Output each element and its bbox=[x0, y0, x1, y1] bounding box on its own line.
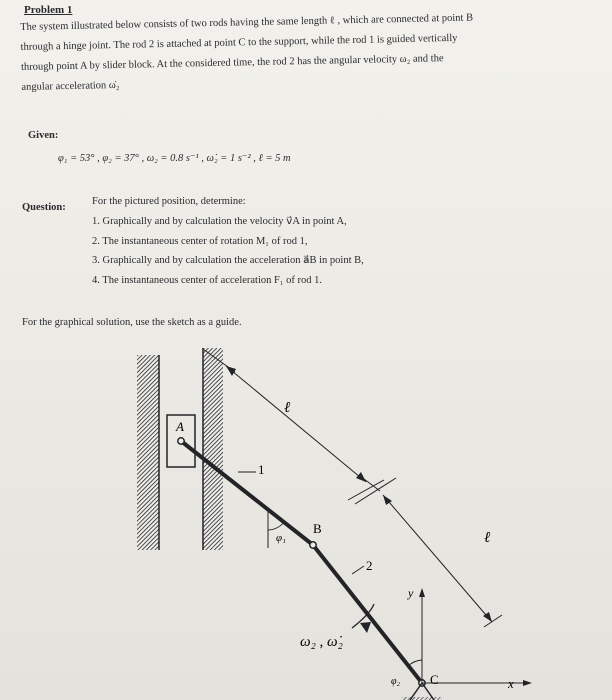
label-phi2: φ₂ bbox=[391, 676, 401, 687]
dim-line-1 bbox=[226, 366, 366, 482]
hinge-B bbox=[310, 542, 316, 548]
question-4: 4. The instantaneous center of acceleration F₁ of rod 1. bbox=[92, 274, 323, 286]
label-omega: ω₂ , ω̇₂ bbox=[300, 634, 343, 650]
label-phi1: φ₁ bbox=[276, 532, 286, 544]
dim-line-2 bbox=[383, 495, 492, 622]
label-y-axis: y bbox=[408, 586, 414, 600]
dim-arrow-1-start bbox=[226, 366, 236, 376]
label-rod-1: 1 bbox=[258, 462, 265, 477]
y-axis-arrow bbox=[419, 588, 425, 597]
question-2: 2. The instantaneous center of rotation M₁ of rod 1, bbox=[92, 235, 308, 247]
intro-line-2: through a hinge joint. The rod 2 is attached at point C to the support, while the rod 1 is guided vertically bbox=[20, 32, 458, 53]
intro-line-4: angular acceleration ω̇₂ bbox=[21, 79, 120, 93]
rod-1 bbox=[181, 441, 313, 545]
intro-line-3: through point A by slider block. At the considered time, the rod 2 has the angular velocity ω₂ and the bbox=[20, 53, 444, 73]
question-intro: For the pictured position, determine: bbox=[92, 196, 246, 207]
omega-arrowhead bbox=[360, 622, 371, 633]
question-1: 1. Graphically and by calculation the velocity v⃗A in point A, bbox=[92, 216, 347, 227]
question-label: Question: bbox=[22, 202, 66, 213]
label-A: A bbox=[176, 419, 184, 434]
label-length-top: ℓ bbox=[284, 400, 291, 416]
intro-line-1: The system illustrated below consists of two rods having the same length ℓ , which are connected at point B bbox=[20, 12, 474, 33]
x-axis-arrow bbox=[523, 680, 532, 686]
label-B: B bbox=[313, 521, 322, 536]
label-C: C bbox=[430, 672, 439, 687]
left-guide-wall bbox=[137, 355, 159, 550]
label-length-right: ℓ bbox=[484, 530, 491, 546]
problem-title: Problem 1 bbox=[24, 4, 73, 16]
hinge-A bbox=[178, 438, 184, 444]
label-x-axis: x bbox=[508, 676, 514, 691]
rod-2-leader bbox=[352, 566, 364, 574]
guide-note: For the graphical solution, use the sketch as a guide. bbox=[22, 317, 242, 328]
question-3: 3. Graphically and by calculation the acceleration a⃗B in point B, bbox=[92, 255, 364, 266]
given-values: φ₁ = 53° , φ₂ = 37° , ω₂ = 0.8 s⁻¹ , ω̇₂ = 1 s⁻² , ℓ = 5 m bbox=[58, 153, 291, 164]
right-guide-wall bbox=[203, 348, 223, 550]
label-rod-2: 2 bbox=[366, 558, 373, 573]
dim-arrow-1-end bbox=[356, 472, 366, 482]
given-label: Given: bbox=[28, 130, 59, 141]
